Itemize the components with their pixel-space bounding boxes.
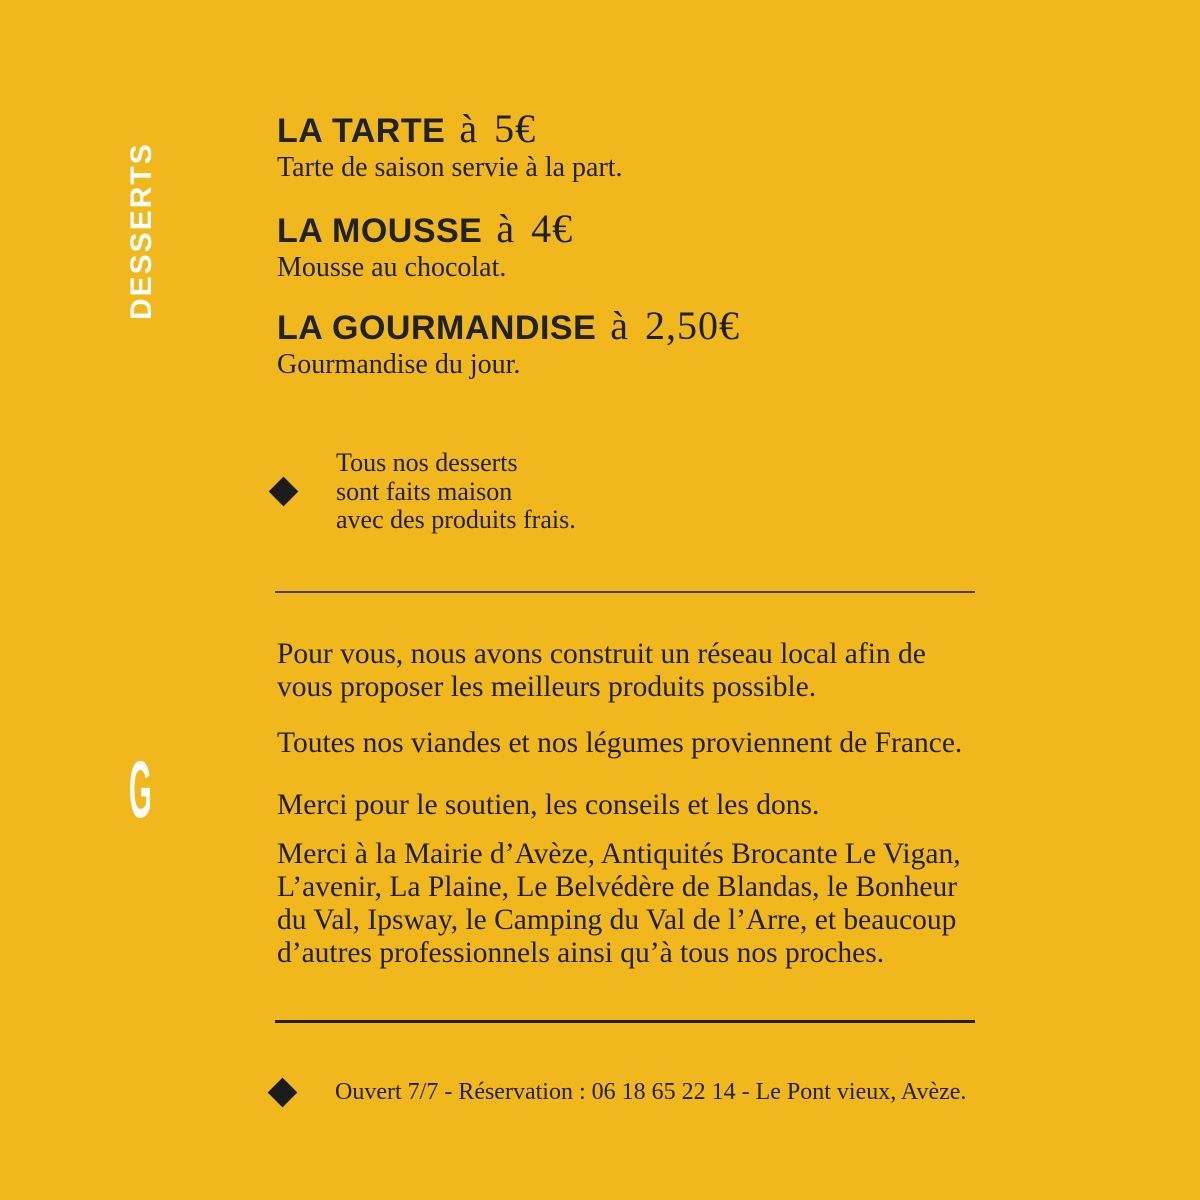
footer-contact-text: Ouvert 7/7 - Réservation : 06 18 65 22 14 - Le Pont vieux, Avèze.: [335, 1079, 967, 1105]
menu-item-description: Tarte de saison servie à la part.: [277, 152, 623, 183]
menu-item-heading: [277, 303, 741, 348]
menu-content: [277, 0, 987, 1200]
menu-item-name: LA MOUSSE: [277, 212, 483, 250]
info-paragraph: Pour vous, nous avons construit un réseau local afin de vous proposer les meilleurs produits possible.: [277, 638, 926, 703]
info-paragraph: Merci à la Mairie d’Avèze, Antiquités Brocante Le Vigan, L’avenir, La Plaine, Le Belvédère de Blandas, le Bonheur du Val, Ipsway, le Camping du Val de l’Arre, et beaucoup d’autres professionnels ainsi qu’à tous nos proches.: [277, 838, 961, 969]
homemade-note: [277, 449, 576, 535]
diamond-icon: [268, 1077, 298, 1107]
menu-item-name: LA TARTE: [277, 112, 446, 150]
menu-item-price: à 4€: [496, 206, 574, 251]
brand-mark-g: G: [129, 745, 152, 835]
desserts-section-label: DESSERTS: [125, 142, 158, 320]
menu-item-description: Mousse au chocolat.: [277, 252, 507, 283]
menu-item-mousse: [277, 206, 574, 285]
footer-contact: [277, 1078, 966, 1106]
info-paragraph: Merci pour le soutien, les conseils et les dons.: [277, 789, 820, 821]
menu-item-price: à 5€: [459, 106, 537, 151]
menu-item-price: à 2,50€: [610, 303, 741, 348]
divider-top: [275, 591, 975, 593]
menu-item-heading: [277, 106, 623, 151]
menu-item-gourmandise: [277, 303, 741, 382]
info-paragraph: Toutes nos viandes et nos légumes proviennent de France.: [277, 727, 963, 759]
diamond-icon: [269, 477, 299, 507]
homemade-note-text: Tous nos desserts sont faits maison avec des produits frais.: [336, 448, 576, 534]
menu-item-description: Gourmandise du jour.: [277, 349, 521, 380]
info-section: [277, 638, 987, 970]
menu-item-name: LA GOURMANDISE: [277, 309, 597, 347]
divider-bottom: [275, 1020, 975, 1023]
menu-item-tarte: [277, 106, 623, 185]
menu-item-heading: [277, 206, 574, 251]
